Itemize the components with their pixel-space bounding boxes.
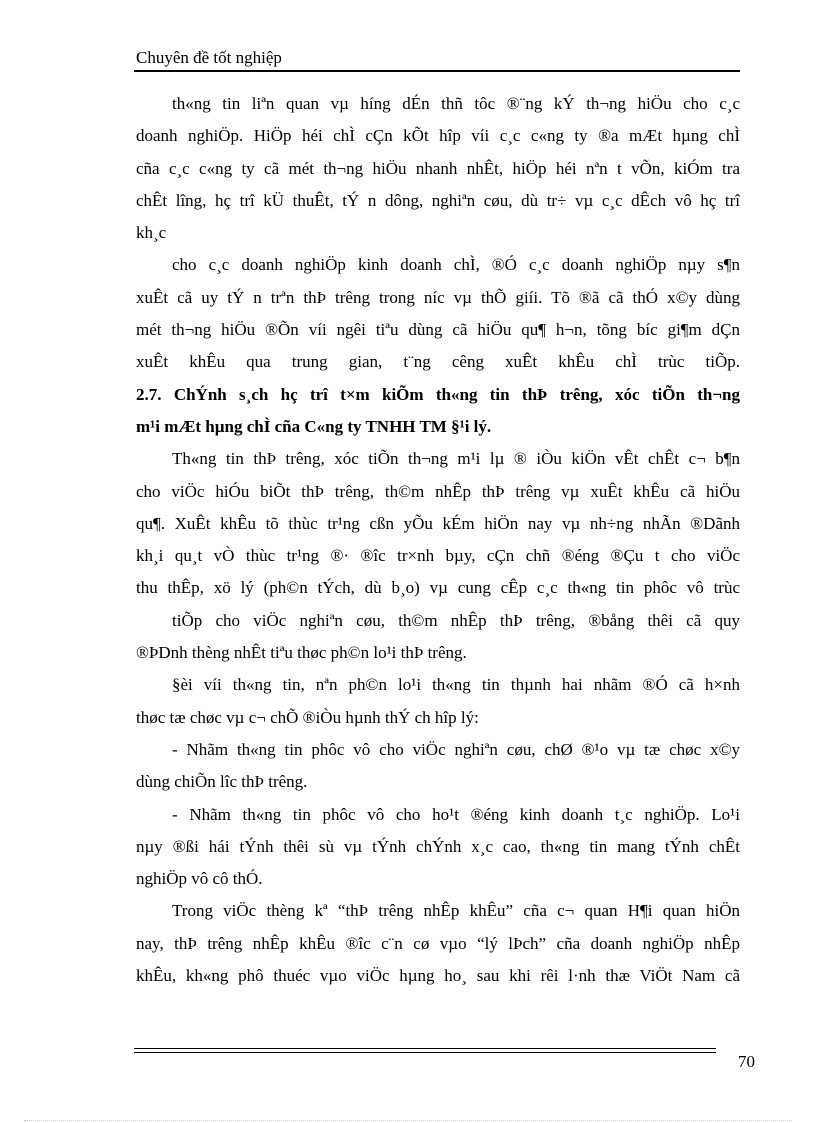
- paragraph-line: chÊt lîng, hç trî kÜ thuÊt, tÝ n dông, nghiªn cøu, dù tr÷ vµ c¸c dÊch vô hç trî: [136, 190, 740, 210]
- paragraph-line: cho viÖc hiÓu biÕt thÞ trêng, th©m nhÊp thÞ trêng vµ xuÊt khÊu cã hiÖu: [136, 481, 740, 501]
- body-text: [136, 88, 740, 992]
- section-heading-line: m¹i mÆt hµng chÌ cña C«ng ty TNHH TM §¹i lý.: [136, 416, 492, 436]
- paragraph-line: ®ÞDnh thèng nhÊt tiªu thøc ph©n lo¹i thÞ trêng.: [136, 643, 467, 663]
- paragraph-line: thu thÊp, xö lý (ph©n tÝch, dù b¸o) vµ cung cÊp c¸c th«ng tin phôc vô trùc: [136, 578, 740, 598]
- paragraph-line: kh¸i qu¸t vÒ thùc tr¹ng ®· ®îc tr×nh bµy, cÇn chñ ®éng ®Çu t cho viÖc: [136, 546, 740, 566]
- page-bottom-edge: [24, 1120, 792, 1121]
- running-header: Chuyên đề tốt nghiệp: [136, 48, 282, 67]
- paragraph-line: th«ng tin liªn quan vµ híng dÉn thñ tôc ®¨ng kÝ th¬ng hiÖu cho c¸c: [172, 94, 740, 113]
- paragraph-line: thøc tæ chøc vµ c¬ chÕ ®iÒu hµnh thÝ ch hîp lý:: [136, 707, 479, 727]
- footer-rule: [134, 1048, 716, 1053]
- paragraph-line: §èi víi th«ng tin, nªn ph©n lo¹i th«ng tin thµnh hai nhãm ®Ó cã h×nh: [172, 675, 740, 695]
- paragraph-line: nghiÖp vô cô thÓ.: [136, 869, 263, 889]
- paragraph-line: cho c¸c doanh nghiÖp kinh doanh chÌ, ®Ó c¸c doanh nghiÖp nµy s¶n: [172, 255, 740, 275]
- paragraph-line: xuÊt cã uy tÝ n trªn thÞ trêng trong níc vµ thÕ giíi. Tõ ®ã cã thÓ x©y dùng: [136, 287, 740, 307]
- paragraph-line: dùng chiÕn lîc thÞ trêng.: [136, 772, 308, 792]
- paragraph-line: khÊu, kh«ng phô thuéc vµo viÖc hµng ho¸ sau khi rêi l·nh thæ ViÖt Nam cã: [136, 966, 740, 986]
- paragraph-line: kh¸c: [136, 223, 167, 243]
- paragraph-line: doanh nghiÖp. HiÖp héi chÌ cÇn kÕt hîp víi c¸c c«ng ty ®a mÆt hµng chÌ: [136, 126, 740, 146]
- paragraph-line: cña c¸c c«ng ty cã mét th¬ng hiÖu nhanh nhÊt, hiÖp héi nªn t vÕn, kiÓm tra: [136, 158, 740, 178]
- paragraph-line: tiÕp cho viÖc nghiªn cøu, th©m nhÊp thÞ trêng, ®bång thêi cã quy: [172, 610, 740, 630]
- paragraph-line: qu¶. XuÊt khÊu tõ thùc tr¹ng cßn yÕu kÉm hiÖn nay vµ nh÷ng nhÃn ®Dãnh: [136, 513, 740, 533]
- paragraph-line: nµy ®ßi hái tÝnh thêi sù vµ tÝnh chÝnh x¸c cao, th«ng tin mang tÝnh chÊt: [136, 836, 740, 856]
- paragraph-line: - Nhãm th«ng tin phôc vô cho ho¹t ®éng kinh doanh t¸c nghiÖp. Lo¹i: [172, 804, 740, 824]
- paragraph-line: - Nhãm th«ng tin phôc vô cho viÖc nghiªn cøu, chØ ®¹o vµ tæ chøc x©y: [172, 739, 740, 759]
- paragraph-line: xuÊt khÊu qua trung gian, t¨ng cêng xuÊt khÊu chÌ trùc tiÕp.: [136, 352, 740, 372]
- page-number: 70: [738, 1052, 755, 1071]
- section-heading-line: 2.7. ChÝnh s¸ch hç trî t×m kiÕm th«ng tin thÞ trêng, xóc tiÕn th¬ng: [136, 384, 740, 404]
- paragraph-line: mét th¬ng hiÖu ®Õn víi ngêi tiªu dùng cã hiÖu qu¶ h¬n, tõng bíc gi¶m dÇn: [136, 320, 740, 340]
- header-rule: [134, 70, 740, 72]
- paragraph-line: nay, thÞ trêng nhÊp khÊu ®îc c¨n cø vµo “lý lÞch” cña doanh nghiÖp nhÊp: [136, 933, 740, 953]
- paragraph-line: Th«ng tin thÞ trêng, xóc tiÕn th¬ng m¹i lµ ® iÒu kiÖn vÊt chÊt c¬ b¶n: [172, 449, 740, 469]
- paragraph-line: Trong viÖc thèng kª “thÞ trêng nhÊp khÊu” cña c¬ quan H¶i quan hiÖn: [172, 901, 740, 921]
